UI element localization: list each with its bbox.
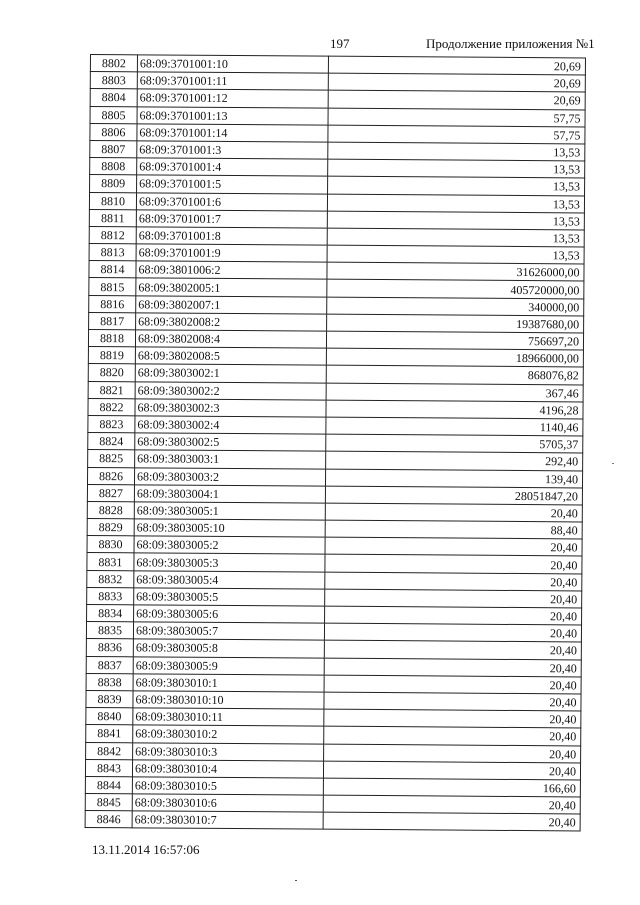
row-number-cell: 8808 <box>90 158 137 176</box>
row-number-cell: 8844 <box>85 776 132 794</box>
cadastral-value-cell: 13,53 <box>327 211 584 230</box>
cadastral-value-cell: 20,40 <box>324 675 581 694</box>
page-number: 197 <box>330 36 350 51</box>
row-number-cell: 8802 <box>90 55 137 73</box>
row-number-cell: 8833 <box>87 587 134 605</box>
cadastral-number-cell: 68:09:3701001:5 <box>137 175 328 194</box>
cadastral-number-cell: 68:09:3802007:1 <box>136 295 327 314</box>
cadastral-number-cell: 68:09:3803005:9 <box>133 656 324 675</box>
cadastral-value-cell: 13,53 <box>328 159 585 178</box>
cadastral-value-cell: 57,75 <box>328 125 585 144</box>
cadastral-value-cell: 31626000,00 <box>327 262 584 281</box>
cadastral-value-cell: 13,53 <box>327 245 584 264</box>
cadastral-value-cell: 405720000,00 <box>327 280 584 299</box>
cadastral-value-cell: 340000,00 <box>327 297 584 316</box>
cadastral-number-cell: 68:09:3803010:10 <box>133 691 324 710</box>
row-number-cell: 8837 <box>86 656 133 674</box>
row-number-cell: 8842 <box>86 742 133 760</box>
row-number-cell: 8822 <box>88 398 135 416</box>
cadastral-number-cell: 68:09:3803010:6 <box>132 794 323 813</box>
cadastral-value-cell: 20,69 <box>328 56 585 75</box>
cadastral-value-cell: 4196,28 <box>326 400 583 419</box>
cadastral-number-cell: 68:09:3802008:4 <box>135 330 326 349</box>
cadastral-value-cell: 20,40 <box>325 537 582 556</box>
scan-speck <box>612 463 614 464</box>
cadastral-number-cell: 68:09:3803010:2 <box>133 725 324 744</box>
cadastral-number-cell: 68:09:3701001:9 <box>136 244 327 263</box>
cadastral-value-cell: 88,40 <box>325 520 582 539</box>
cadastral-number-cell: 68:09:3802005:1 <box>136 278 327 297</box>
row-number-cell: 8809 <box>90 175 137 193</box>
cadastral-number-cell: 68:09:3701001:3 <box>137 141 328 160</box>
row-number-cell: 8823 <box>88 415 135 433</box>
cadastral-number-cell: 68:09:3803002:3 <box>135 399 326 418</box>
cadastral-number-cell: 68:09:3803005:6 <box>134 605 325 624</box>
cadastral-value-cell: 756697,20 <box>326 331 583 350</box>
row-number-cell: 8836 <box>86 639 133 657</box>
row-number-cell: 8841 <box>86 725 133 743</box>
row-number-cell: 8821 <box>88 381 135 399</box>
cadastral-number-cell: 68:09:3701001:11 <box>137 72 328 91</box>
row-number-cell: 8832 <box>87 570 134 588</box>
appendix-continuation-title: Продолжение приложения №1 <box>426 36 595 51</box>
cadastral-number-cell: 68:09:3701001:14 <box>137 124 328 143</box>
cadastral-value-cell: 13,53 <box>327 194 584 213</box>
cadastral-number-cell: 68:09:3803010:4 <box>132 760 323 779</box>
row-number-cell: 8816 <box>89 295 136 313</box>
row-number-cell: 8815 <box>89 278 136 296</box>
cadastral-number-cell: 68:09:3803010:1 <box>133 674 324 693</box>
cadastral-value-cell: 20,40 <box>323 761 580 780</box>
row-number-cell: 8807 <box>90 140 137 158</box>
cadastral-number-cell: 68:09:3803005:8 <box>133 639 324 658</box>
cadastral-number-cell: 68:09:3803002:4 <box>135 416 326 435</box>
cadastral-number-cell: 68:09:3803005:4 <box>134 570 325 589</box>
print-timestamp: 13.11.2014 16:57:06 <box>92 842 200 857</box>
row-number-cell: 8834 <box>87 604 134 622</box>
cadastral-number-cell: 68:09:3701001:6 <box>136 192 327 211</box>
cadastral-value-cell: 18966000,00 <box>326 348 583 367</box>
row-number-cell: 8828 <box>87 501 134 519</box>
row-number-cell: 8839 <box>86 690 133 708</box>
row-number-cell: 8818 <box>88 329 135 347</box>
cadastral-number-cell: 68:09:3803010:3 <box>133 742 324 761</box>
cadastral-value-cell: 20,40 <box>324 658 581 677</box>
row-number-cell: 8819 <box>88 347 135 365</box>
cadastral-number-cell: 68:09:3701001:13 <box>137 106 328 125</box>
row-number-cell: 8811 <box>89 209 136 227</box>
row-number-cell: 8830 <box>87 536 134 554</box>
table-body <box>85 55 585 832</box>
cadastral-value-cell: 20,40 <box>323 795 580 814</box>
cadastral-value-cell: 20,40 <box>324 692 581 711</box>
cadastral-number-cell: 68:09:3701001:12 <box>137 89 328 108</box>
cadastral-value-cell: 5705,37 <box>326 434 583 453</box>
cadastral-number-cell: 68:09:3803010:7 <box>132 811 323 830</box>
cadastral-value-cell: 1140,46 <box>326 417 583 436</box>
cadastral-value-cell: 166,60 <box>323 778 580 797</box>
row-number-cell: 8810 <box>89 192 136 210</box>
cadastral-number-cell: 68:09:3803005:2 <box>134 536 325 555</box>
cadastral-value-cell: 19387680,00 <box>327 314 584 333</box>
row-number-cell: 8806 <box>90 123 137 141</box>
cadastral-value-table <box>85 54 586 832</box>
cadastral-value-cell: 20,40 <box>323 812 580 831</box>
cadastral-value-cell: 13,53 <box>327 228 584 247</box>
row-number-cell: 8846 <box>85 811 132 829</box>
row-number-cell: 8835 <box>86 622 133 640</box>
row-number-cell: 8814 <box>89 261 136 279</box>
row-number-cell: 8845 <box>85 794 132 812</box>
cadastral-value-cell: 28051847,20 <box>325 486 582 505</box>
row-number-cell: 8840 <box>86 708 133 726</box>
cadastral-value-cell: 868076,82 <box>326 366 583 385</box>
cadastral-value-cell: 20,40 <box>324 744 581 763</box>
table-row <box>85 811 580 832</box>
cadastral-value-cell: 20,40 <box>325 503 582 522</box>
cadastral-number-cell: 68:09:3803002:1 <box>135 364 326 383</box>
cadastral-value-cell: 20,69 <box>328 73 585 92</box>
row-number-cell: 8812 <box>89 226 136 244</box>
cadastral-number-cell: 68:09:3803003:2 <box>134 467 325 486</box>
cadastral-number-cell: 68:09:3803005:3 <box>134 553 325 572</box>
cadastral-number-cell: 68:09:3803010:5 <box>132 777 323 796</box>
cadastral-number-cell: 68:09:3803005:10 <box>134 519 325 538</box>
cadastral-value-cell: 20,40 <box>324 709 581 728</box>
cadastral-value-cell: 292,40 <box>326 451 583 470</box>
cadastral-number-cell: 68:09:3701001:8 <box>136 227 327 246</box>
row-number-cell: 8825 <box>88 450 135 468</box>
cadastral-number-cell: 68:09:3803010:11 <box>133 708 324 727</box>
cadastral-value-cell: 13,53 <box>328 176 585 195</box>
cadastral-number-cell: 68:09:3802008:2 <box>136 313 327 332</box>
cadastral-value-cell: 20,69 <box>328 91 585 110</box>
row-number-cell: 8826 <box>87 467 134 485</box>
cadastral-number-cell: 68:09:3803005:1 <box>134 502 325 521</box>
cadastral-value-cell: 20,40 <box>325 606 582 625</box>
row-number-cell: 8820 <box>88 364 135 382</box>
cadastral-value-cell: 367,46 <box>326 383 583 402</box>
cadastral-number-cell: 68:09:3701001:4 <box>137 158 328 177</box>
cadastral-number-cell: 68:09:3802008:5 <box>135 347 326 366</box>
row-number-cell: 8843 <box>85 759 132 777</box>
cadastral-number-cell: 68:09:3803005:7 <box>133 622 324 641</box>
cadastral-number-cell: 68:09:3803004:1 <box>134 485 325 504</box>
cadastral-value-cell: 20,40 <box>325 555 582 574</box>
cadastral-number-cell: 68:09:3801006:2 <box>136 261 327 280</box>
cadastral-number-cell: 68:09:3803005:5 <box>134 588 325 607</box>
cadastral-value-cell: 20,40 <box>325 572 582 591</box>
row-number-cell: 8817 <box>89 312 136 330</box>
row-number-cell: 8803 <box>90 72 137 90</box>
cadastral-number-cell: 68:09:3701001:7 <box>136 210 327 229</box>
row-number-cell: 8831 <box>87 553 134 571</box>
row-number-cell: 8813 <box>89 244 136 262</box>
cadastral-number-cell: 68:09:3701001:10 <box>137 55 328 74</box>
cadastral-value-cell: 20,40 <box>324 641 581 660</box>
row-number-cell: 8824 <box>88 433 135 451</box>
cadastral-value-cell: 20,40 <box>324 726 581 745</box>
row-number-cell: 8805 <box>90 106 137 124</box>
cadastral-number-cell: 68:09:3803003:1 <box>135 450 326 469</box>
cadastral-value-cell: 13,53 <box>328 142 585 161</box>
scan-speck <box>295 880 297 881</box>
row-number-cell: 8804 <box>90 89 137 107</box>
row-number-cell: 8838 <box>86 673 133 691</box>
row-number-cell: 8827 <box>87 484 134 502</box>
cadastral-value-cell: 20,40 <box>324 623 581 642</box>
cadastral-number-cell: 68:09:3803002:2 <box>135 381 326 400</box>
cadastral-value-cell: 57,75 <box>328 108 585 127</box>
row-number-cell: 8829 <box>87 519 134 537</box>
cadastral-number-cell: 68:09:3803002:5 <box>135 433 326 452</box>
cadastral-value-cell: 139,40 <box>325 469 582 488</box>
cadastral-value-cell: 20,40 <box>325 589 582 608</box>
